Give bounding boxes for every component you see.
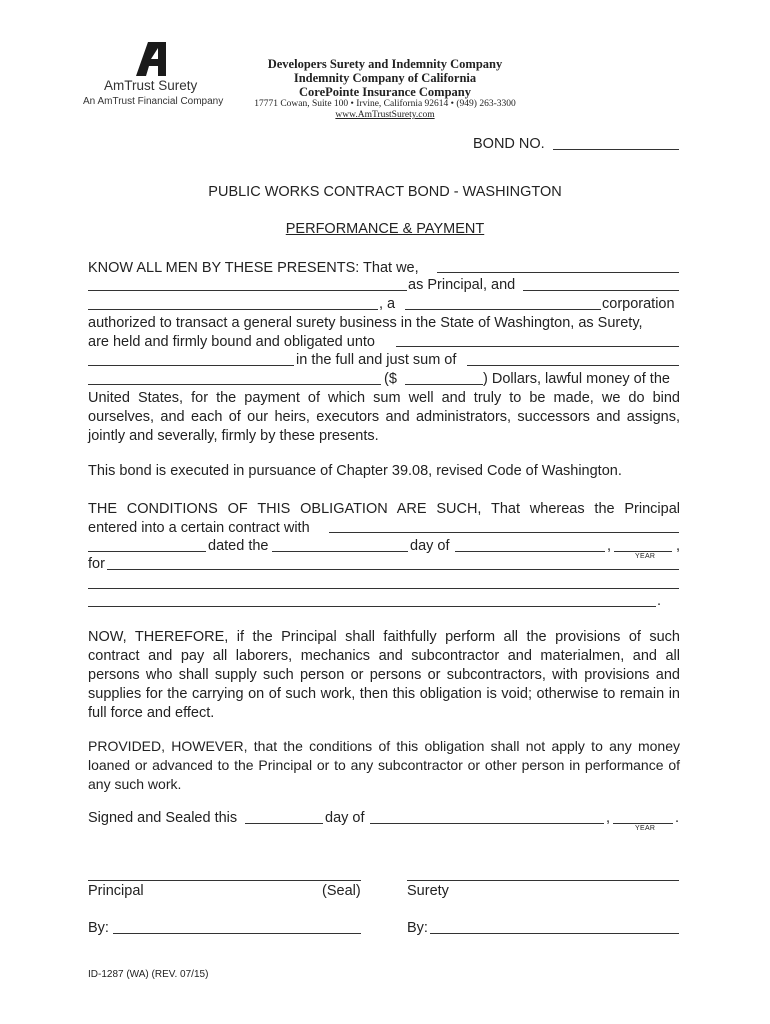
sum-words-field[interactable] — [467, 365, 679, 366]
dollars-lawful-text: ) Dollars, lawful money of the — [483, 371, 670, 387]
surety-by-field[interactable] — [430, 933, 679, 934]
contract-description-field-1[interactable] — [107, 569, 679, 570]
contract-obligee-field[interactable] — [329, 532, 679, 533]
contract-description-field-3[interactable] — [88, 606, 656, 607]
company-address: 17771 Cowan, Suite 100 • Irvine, California 92614 • (949) 263-3300 — [254, 99, 516, 109]
signed-day-of-text: day of — [325, 810, 365, 826]
signed-sealed-text: Signed and Sealed this — [88, 810, 238, 826]
logo-name: AmTrust Surety — [104, 78, 198, 93]
signed-year-field[interactable] — [613, 823, 673, 824]
company-name-1: Developers Surety and Indemnity Company — [267, 57, 503, 71]
signed-year-label: YEAR — [635, 825, 656, 832]
dated-the-text: dated the — [208, 538, 269, 554]
comma-text: , — [607, 538, 612, 554]
surety-signature-line[interactable] — [407, 880, 679, 881]
surety-by-label: By: — [407, 920, 428, 936]
surety-label: Surety — [407, 883, 449, 899]
year-label: YEAR — [635, 553, 656, 560]
principal-name-field-2[interactable] — [88, 290, 407, 291]
corporation-text: corporation — [602, 296, 675, 312]
comma-text-2: , — [676, 538, 681, 554]
contract-month-field[interactable] — [455, 551, 605, 552]
company-name-3: CorePointe Insurance Company — [299, 85, 471, 99]
obligee-field[interactable] — [396, 346, 679, 347]
bond-no-label: BOND NO. — [473, 136, 545, 152]
signed-comma-text: , — [606, 810, 611, 826]
signed-month-field[interactable] — [370, 823, 604, 824]
surety-name-field[interactable] — [523, 290, 679, 291]
principal-signature-line[interactable] — [88, 880, 361, 881]
form-id: ID-1287 (WA) (REV. 07/15) — [88, 969, 209, 980]
now-therefore-paragraph: NOW, THEREFORE, if the Principal shall faithfully perform all the provisions of such contract and pay all laborers, mechanics and subcontractor and materialmen, and all persons who shall supply such person or persons or subcontractors, with provisions and supplies for the carrying on of such work, then this obligation is void; otherwise to remain in full force and effect. — [88, 629, 680, 721]
chapter-text: This bond is executed in pursuance of Chapter 39.08, revised Code of Washington. — [88, 463, 622, 479]
for-text: for — [88, 556, 105, 572]
united-states-paragraph: United States, for the payment of which sum well and truly to be made, we do bind ourselves, and each of our heirs, executors and administrators, successors and assigns, jointly and severally, firmly by these presents. — [88, 390, 680, 444]
know-all-text: KNOW ALL MEN BY THESE PRESENTS: That we, — [88, 260, 419, 276]
principal-label: Principal — [88, 883, 144, 899]
signed-period-text: . — [675, 810, 680, 826]
contract-day-field[interactable] — [272, 551, 408, 552]
state-of-incorporation-field[interactable] — [405, 309, 601, 310]
sum-amount-field[interactable] — [405, 384, 483, 385]
sum-words-field-2[interactable] — [88, 384, 381, 385]
contract-year-field[interactable] — [614, 551, 672, 552]
as-principal-text: as Principal, and — [408, 277, 516, 293]
provided-paragraph: PROVIDED, HOWEVER, that the conditions of this obligation shall not apply to any money loaned or advanced to the Principal or to any subcontractor or other person in performance of any such work. — [88, 738, 680, 792]
full-sum-text: in the full and just sum of — [296, 352, 457, 368]
company-name-2: Indemnity Company of California — [293, 71, 477, 85]
period-text: . — [657, 593, 662, 609]
day-of-text: day of — [410, 538, 450, 554]
conditions-text: THE CONDITIONS OF THIS OBLIGATION ARE SUCH, That whereas the Principal — [88, 501, 680, 517]
surety-name-field-2[interactable] — [88, 309, 378, 310]
principal-by-label: By: — [88, 920, 109, 936]
contract-number-field[interactable] — [88, 551, 206, 552]
bond-no-field[interactable] — [553, 149, 679, 150]
principal-name-field[interactable] — [437, 272, 679, 273]
dollar-open-text: ($ — [384, 371, 397, 387]
document-title: PUBLIC WORKS CONTRACT BOND - WASHINGTON — [208, 184, 562, 200]
document-subtitle: PERFORMANCE & PAYMENT — [285, 221, 485, 237]
seal-label: (Seal) — [322, 883, 361, 899]
signed-day-field[interactable] — [245, 823, 323, 824]
obligee-field-2[interactable] — [88, 365, 294, 366]
principal-by-field[interactable] — [113, 933, 361, 934]
logo-tagline: An AmTrust Financial Company — [83, 96, 224, 107]
entered-text: entered into a certain contract with — [88, 520, 310, 536]
comma-a-text: , a — [379, 296, 396, 312]
authorized-text: authorized to transact a general surety business in the State of Washington, as Surety, — [88, 315, 643, 331]
company-website: www.AmTrustSurety.com — [335, 110, 435, 120]
held-bound-text: are held and firmly bound and obligated unto — [88, 334, 375, 350]
contract-description-field-2[interactable] — [88, 588, 679, 589]
